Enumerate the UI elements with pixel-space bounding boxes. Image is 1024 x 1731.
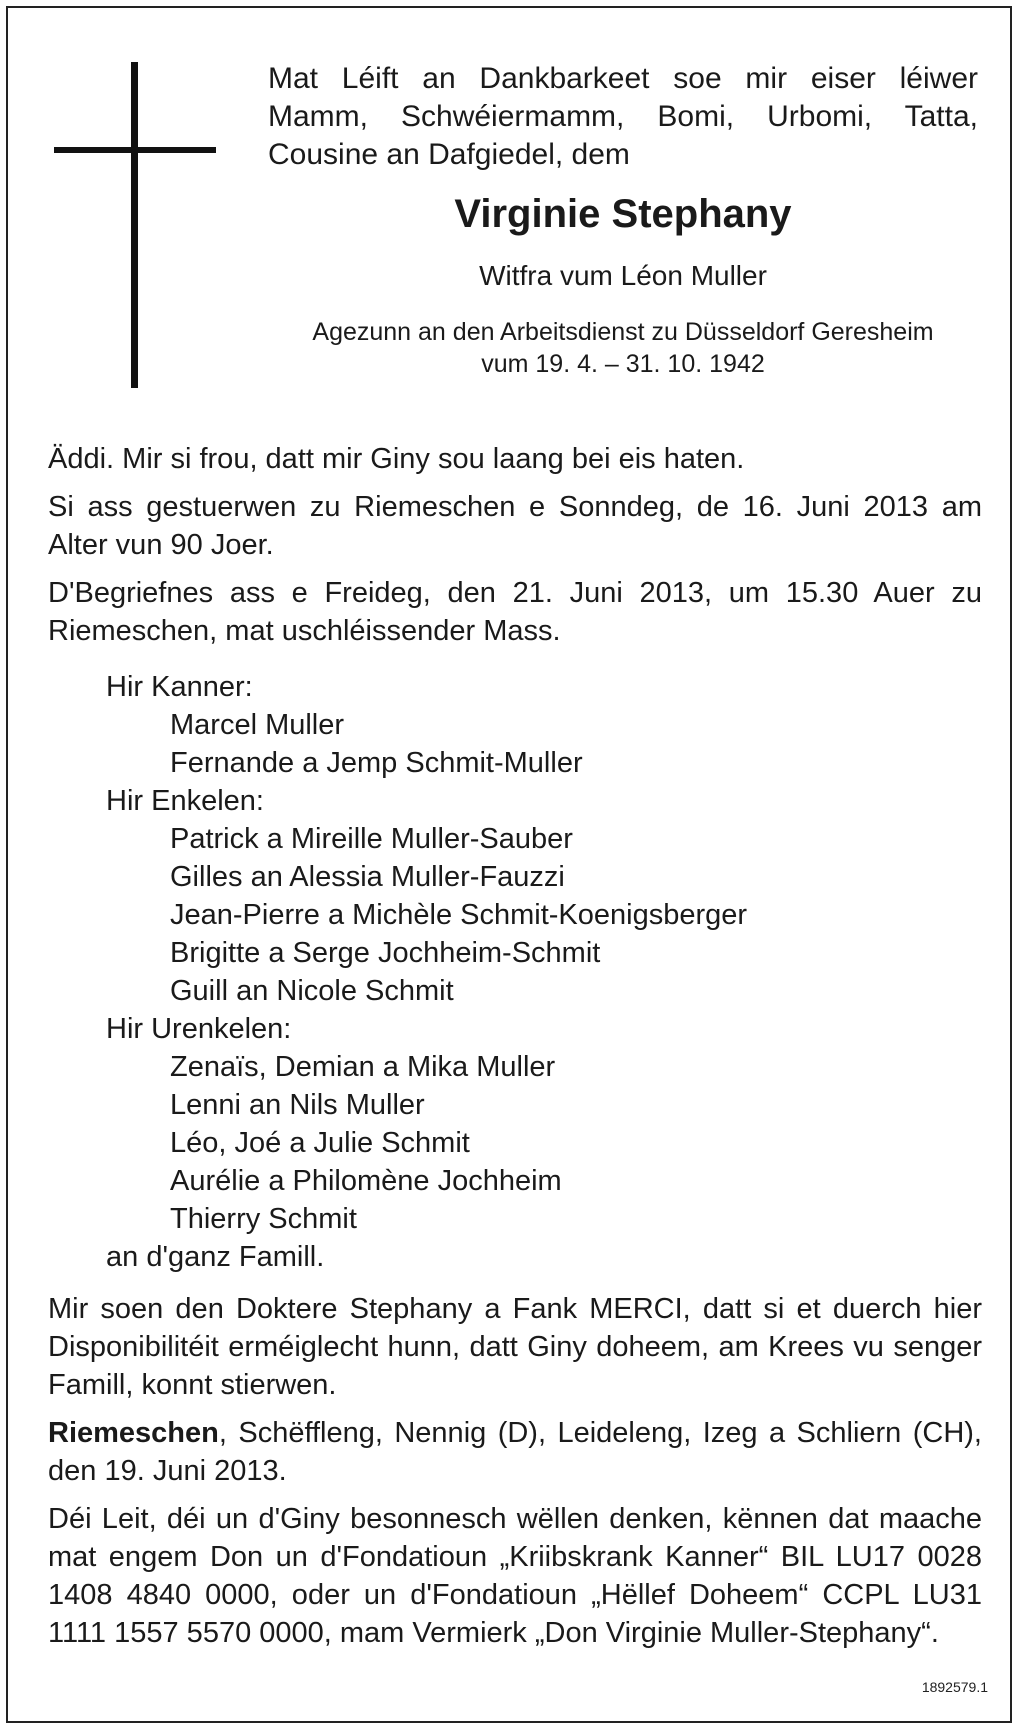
intro-text: Mat Léift an Dankbarkeet soe mir eiser léiwer Mamm, Schwéiermamm, Bomi, Urbomi, Tatta, Cousine an Dafgiedel, dem	[268, 62, 978, 171]
list-item: Brigitte a Serge Jochheim-Schmit	[170, 937, 601, 969]
deceased-name: Virginie Stephany	[454, 192, 792, 236]
place-bold: Riemeschen	[48, 1417, 219, 1449]
notice-body	[48, 440, 982, 1662]
family-list	[106, 668, 982, 1276]
death-notice	[6, 6, 1012, 1723]
cross-horizontal-bar	[54, 147, 216, 153]
farewell-text: Äddi. Mir si frou, datt mir Giny sou laang bei eis haten.	[48, 443, 745, 475]
death-text: Si ass gestuerwen zu Riemeschen e Sonndeg, de 16. Juni 2013 am Alter vun 90 Joer.	[48, 491, 982, 561]
great-grandchildren-names	[106, 1048, 982, 1238]
list-item: Jean-Pierre a Michèle Schmit-Koenigsberger	[170, 899, 748, 931]
list-item: Léo, Joé a Julie Schmit	[170, 1127, 470, 1159]
service-line-1: Agezunn an den Arbeitsdienst zu Düsseldorf Geresheim	[312, 318, 934, 346]
list-item: Marcel Muller	[170, 709, 345, 741]
place-date	[48, 1414, 982, 1490]
list-item: Fernande a Jemp Schmit-Muller	[170, 747, 583, 779]
place-rest: , Schëffleng, Nennig (D), Leideleng, Izeg a Schliern (CH), den 19. Juni 2013.	[48, 1417, 982, 1487]
family-closing: an d'ganz Famill.	[106, 1241, 325, 1273]
grandchildren-label: Hir Enkelen:	[106, 785, 264, 817]
cross-vertical-bar	[131, 62, 138, 388]
service-line-2: vum 19. 4. – 31. 10. 1942	[481, 350, 765, 378]
notice-header	[268, 60, 978, 380]
list-item: Aurélie a Philomène Jochheim	[170, 1165, 562, 1197]
reference-number: 1892579.1	[921, 1679, 988, 1695]
donation-text: Déi Leit, déi un d'Giny besonnesch wëllen denken, kënnen dat maache mat engem Don un d'Fondatioun „Kriibskrank Kanner“ BIL LU17 0028 1408 4840 0000, oder un d'Fondatioun „Hëllef Doheem“ CCPL LU31 1111 1557 5570 0000, mam Vermierk „Don Virginie Muller-Stephany“.	[48, 1503, 982, 1649]
list-item: Lenni an Nils Muller	[170, 1089, 425, 1121]
list-item: Zenaïs, Demian a Mika Muller	[170, 1051, 556, 1083]
burial-text: D'Begriefnes ass e Freideg, den 21. Juni 2013, um 15.30 Auer zu Riemeschen, mat uschléissender Mass.	[48, 577, 982, 647]
great-grandchildren-label: Hir Urenkelen:	[106, 1013, 292, 1045]
list-item: Patrick a Mireille Muller-Sauber	[170, 823, 573, 855]
grandchildren-names	[106, 820, 982, 1010]
list-item: Guill an Nicole Schmit	[170, 975, 454, 1007]
cross-icon	[46, 62, 216, 392]
thanks-text: Mir soen den Doktere Stephany a Fank MERCI, datt si et duerch hier Disponibilitéit erméiglecht hunn, datt Giny doheem, am Krees vu senger Famill, konnt stierwen.	[48, 1293, 982, 1401]
children-label: Hir Kanner:	[106, 671, 253, 703]
children-names	[106, 706, 982, 782]
widow-line: Witfra vum Léon Muller	[479, 260, 767, 291]
list-item: Thierry Schmit	[170, 1203, 357, 1235]
labour-service-note	[268, 316, 978, 380]
list-item: Gilles an Alessia Muller-Fauzzi	[170, 861, 565, 893]
